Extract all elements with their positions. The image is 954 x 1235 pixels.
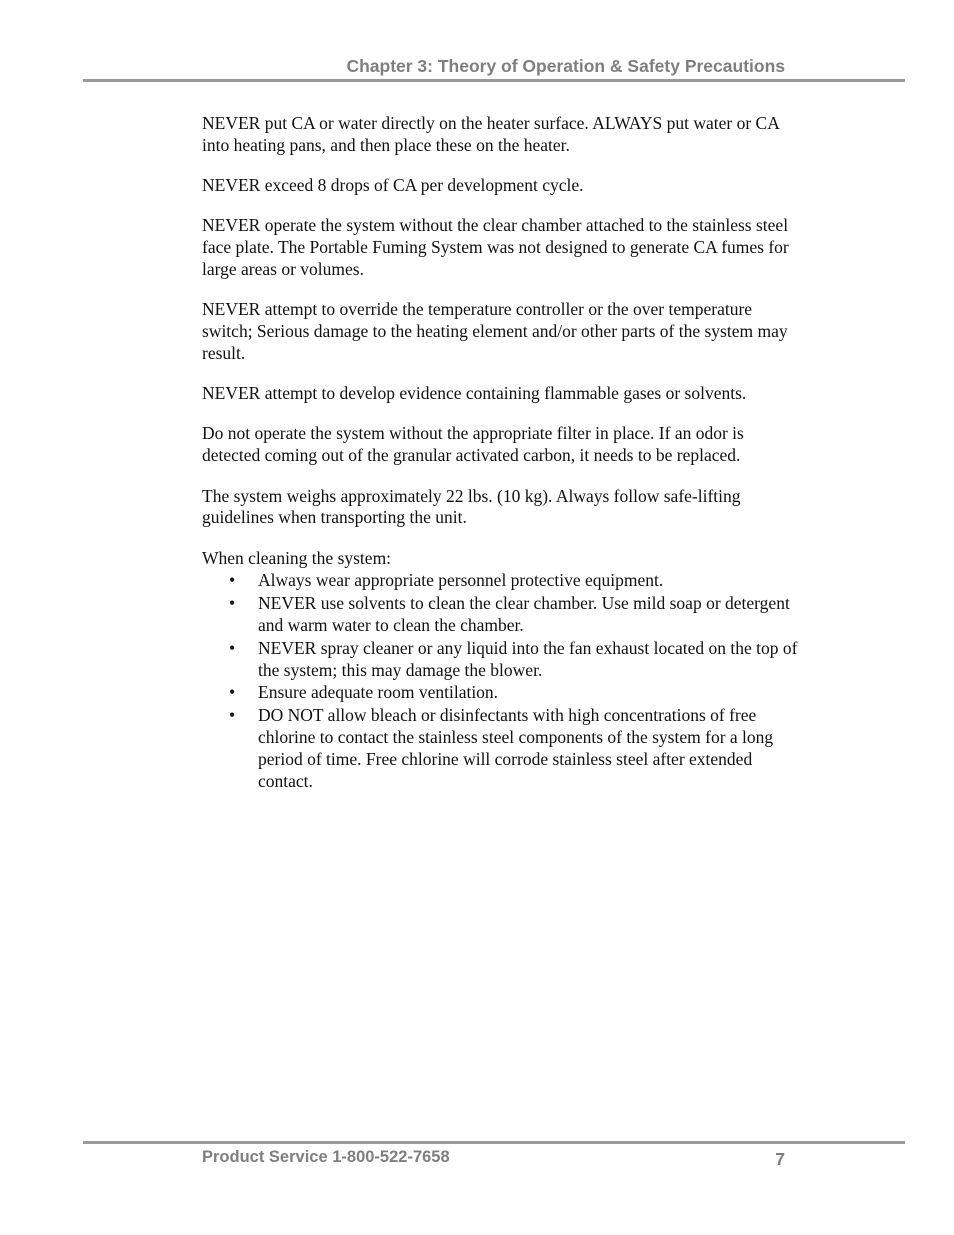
- list-item: [202, 638, 802, 682]
- list-item-text: Always wear appropriate personnel protective equipment.: [258, 570, 664, 591]
- paragraph-flammable-evidence: NEVER attempt to develop evidence containing flammable gases or solvents.: [202, 383, 747, 404]
- page-number: 7: [775, 1149, 785, 1169]
- bullet-icon: •: [229, 705, 236, 726]
- bullet-icon: •: [229, 570, 236, 591]
- page-body: [202, 113, 802, 793]
- paragraph-clear-chamber: NEVER operate the system without the clear chamber attached to the stainless steel face plate. The Portable Fuming System was not designed to generate CA fumes for large areas or volumes.: [202, 215, 789, 279]
- paragraph-temperature-controller: NEVER attempt to override the temperature controller or the over temperature switch; Serious damage to the heating element and/or other parts of the system may result.: [202, 299, 788, 363]
- page-header-title: Chapter 3: Theory of Operation & Safety Precautions: [346, 56, 785, 76]
- list-item: [202, 682, 802, 704]
- footer-product-service: Product Service 1-800-522-7658: [202, 1148, 450, 1166]
- bullet-icon: •: [229, 682, 236, 703]
- paragraph-weight: The system weighs approximately 22 lbs. (10 kg). Always follow safe-lifting guidelines when transporting the unit.: [202, 485, 741, 528]
- header-divider: [83, 79, 905, 82]
- paragraph-filter: Do not operate the system without the appropriate filter in place. If an odor is detected coming out of the granular activated carbon, it needs to be replaced.: [202, 423, 744, 466]
- list-item: [202, 593, 802, 637]
- cleaning-list: [202, 570, 802, 792]
- bullet-icon: •: [229, 593, 236, 614]
- list-item: [202, 705, 802, 792]
- paragraph-heater-surface: NEVER put CA or water directly on the heater surface. ALWAYS put water or CA into heating pans, and then place these on the heater.: [202, 113, 779, 155]
- list-item-text: NEVER use solvents to clean the clear chamber. Use mild soap or detergent and warm water to clean the chamber.: [258, 593, 790, 636]
- list-item: [202, 570, 802, 592]
- list-item-text: NEVER spray cleaner or any liquid into the fan exhaust located on the top of the system; this may damage the blower.: [258, 637, 798, 680]
- cleaning-intro: When cleaning the system:: [202, 547, 392, 568]
- paragraph-ca-drops: NEVER exceed 8 drops of CA per development cycle.: [202, 175, 584, 196]
- footer-divider: [83, 1141, 905, 1144]
- list-item-text: Ensure adequate room ventilation.: [258, 682, 499, 703]
- list-item-text: DO NOT allow bleach or disinfectants with high concentrations of free chlorine to contact the stainless steel components of the system for a long period of time. Free chlorine will corrode stainless steel after extended contact.: [258, 705, 774, 791]
- bullet-icon: •: [229, 637, 236, 658]
